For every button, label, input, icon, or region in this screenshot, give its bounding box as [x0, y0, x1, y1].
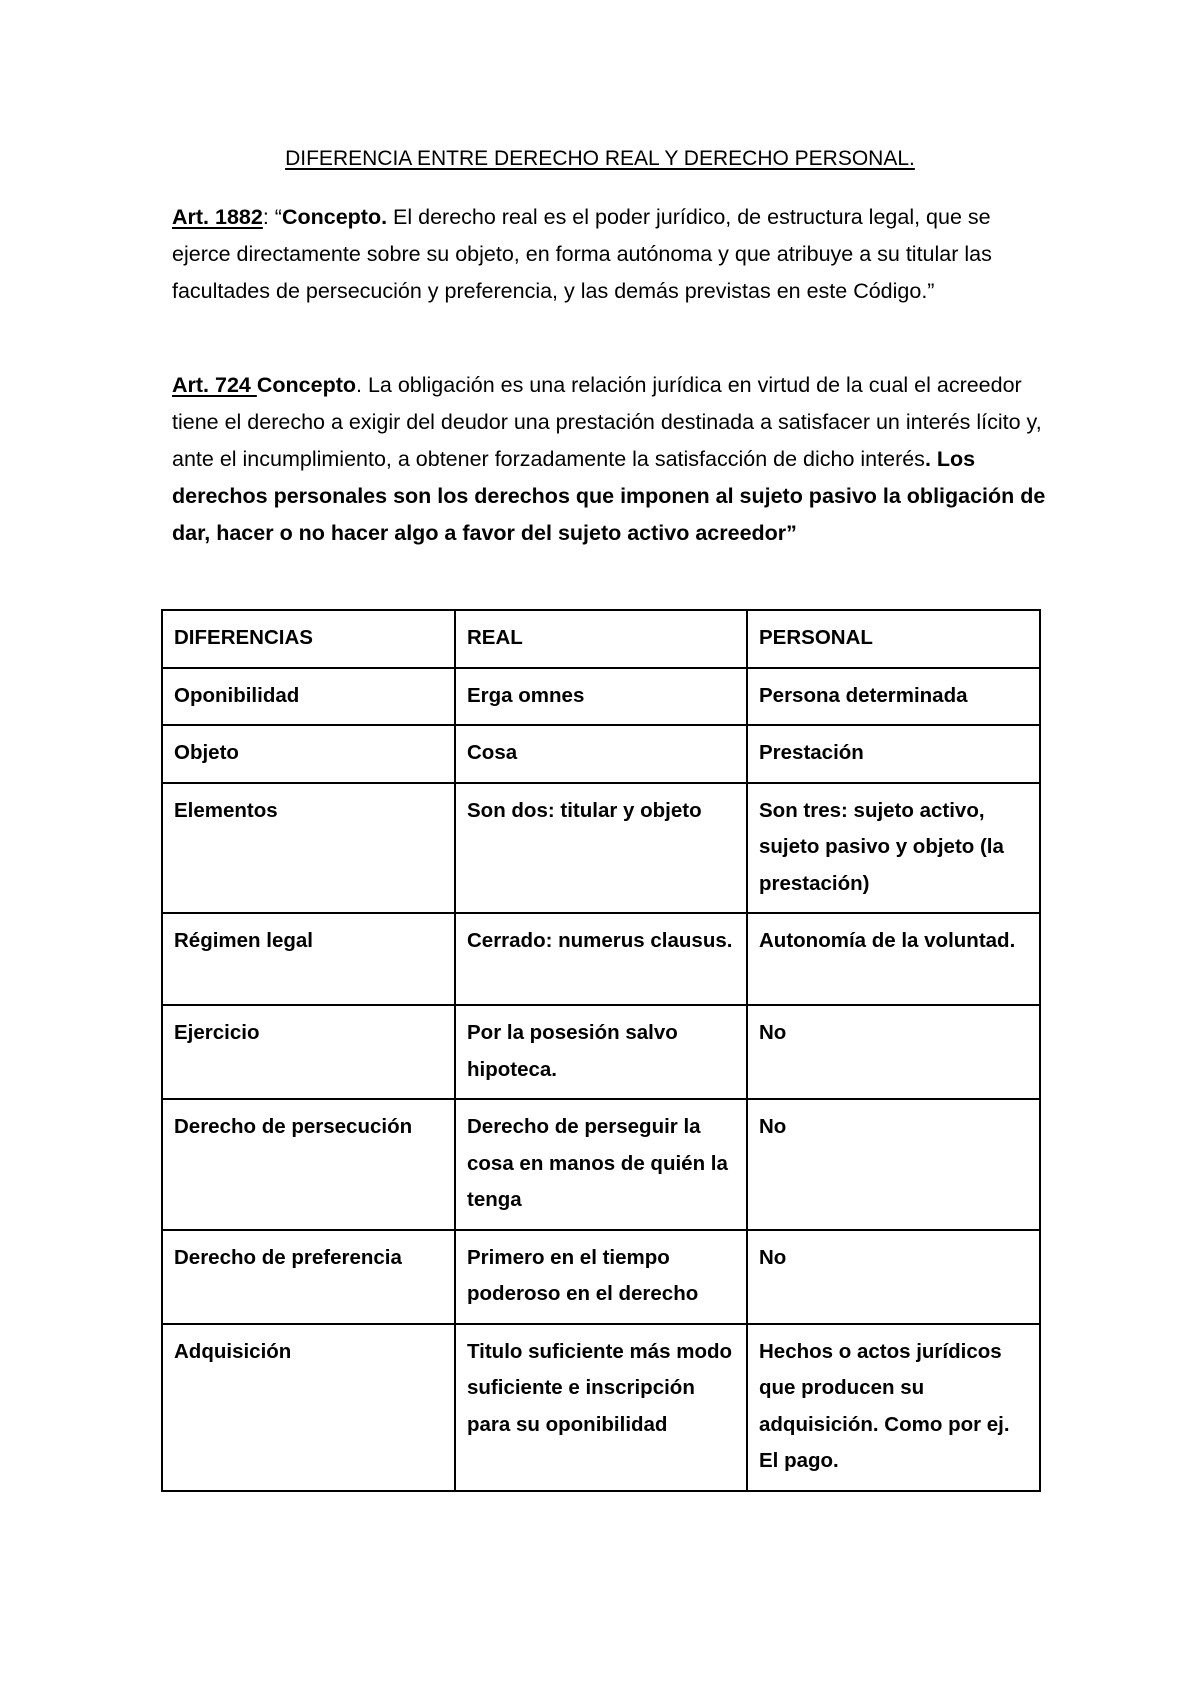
- table-cell: Derecho de preferencia: [162, 1230, 455, 1324]
- table-cell: Ejercicio: [162, 1005, 455, 1099]
- table-cell: Son tres: sujeto activo, sujeto pasivo y objeto (la prestación): [747, 783, 1040, 914]
- paragraph-art-724: [172, 367, 1052, 552]
- paragraph-text: . La obligación es una relación jurídica en virtud de la cual el acreedor tiene el derecho a exigir del deudor una prestación destinada a satisfacer un interés lícito y, ante el incumplimiento, a obtener forzadamente la satisfacción de dicho interés: [172, 373, 1042, 471]
- table-cell: Hechos o actos jurídicos que producen su adquisición. Como por ej. El pago.: [747, 1324, 1040, 1491]
- concept-label: Concepto.: [281, 205, 388, 229]
- paragraph-text: El derecho real es el poder jurídico, de estructura legal, que se ejerce directamente sobre su objeto, en forma autónoma y que atribuye a su titular las facultades de persecución y preferencia, y las demás previstas en este Código.”: [172, 205, 992, 303]
- table-cell: Elementos: [162, 783, 455, 914]
- table-cell: Objeto: [162, 725, 455, 783]
- table-cell: Derecho de perseguir la cosa en manos de quién la tenga: [455, 1099, 747, 1230]
- table-row: [162, 1099, 1040, 1230]
- table-header-cell: PERSONAL: [747, 610, 1040, 668]
- table-cell: No: [747, 1099, 1040, 1230]
- table-cell: No: [747, 1005, 1040, 1099]
- table-row: [162, 1230, 1040, 1324]
- paragraph-art-1882: [172, 199, 1052, 310]
- table-cell: No: [747, 1230, 1040, 1324]
- table-row: [162, 1324, 1040, 1491]
- table-header-cell: REAL: [455, 610, 747, 668]
- table-cell: Titulo suficiente más modo suficiente e inscripción para su oponibilidad: [455, 1324, 747, 1491]
- table-cell: Son dos: titular y objeto: [455, 783, 747, 914]
- table-cell: Por la posesión salvo hipoteca.: [455, 1005, 747, 1099]
- table-header-cell: DIFERENCIAS: [162, 610, 455, 668]
- article-reference: Art. 1882: [172, 205, 263, 229]
- table-header-row: [162, 610, 1040, 668]
- paragraph-bold-text: . Los derechos personales son los derechos que imponen al sujeto pasivo la obligación de dar, hacer o no hacer algo a favor del sujeto activo acreedor”: [172, 447, 1046, 545]
- table-cell: Primero en el tiempo poderoso en el derecho: [455, 1230, 747, 1324]
- table-cell: Autonomía de la voluntad.: [747, 913, 1040, 1005]
- table-row: [162, 913, 1040, 1005]
- document-title: DIFERENCIA ENTRE DERECHO REAL Y DERECHO PERSONAL.: [285, 147, 915, 170]
- article-separator: : “: [262, 205, 282, 229]
- table-cell: Cosa: [455, 725, 747, 783]
- table-cell: Cerrado: numerus clausus.: [455, 913, 747, 1005]
- table-cell: Persona determinada: [747, 668, 1040, 726]
- table-cell: Régimen legal: [162, 913, 455, 1005]
- concept-label: Concepto: [256, 373, 356, 397]
- table-cell: Prestación: [747, 725, 1040, 783]
- table-cell: Adquisición: [162, 1324, 455, 1491]
- table-cell: Oponibilidad: [162, 668, 455, 726]
- table-row: [162, 668, 1040, 726]
- table-row: [162, 783, 1040, 914]
- table-cell: Derecho de persecución: [162, 1099, 455, 1230]
- comparison-table: [161, 609, 1041, 1492]
- table-row: [162, 1005, 1040, 1099]
- table-cell: Erga omnes: [455, 668, 747, 726]
- article-reference: Art. 724: [172, 373, 257, 397]
- table-row: [162, 725, 1040, 783]
